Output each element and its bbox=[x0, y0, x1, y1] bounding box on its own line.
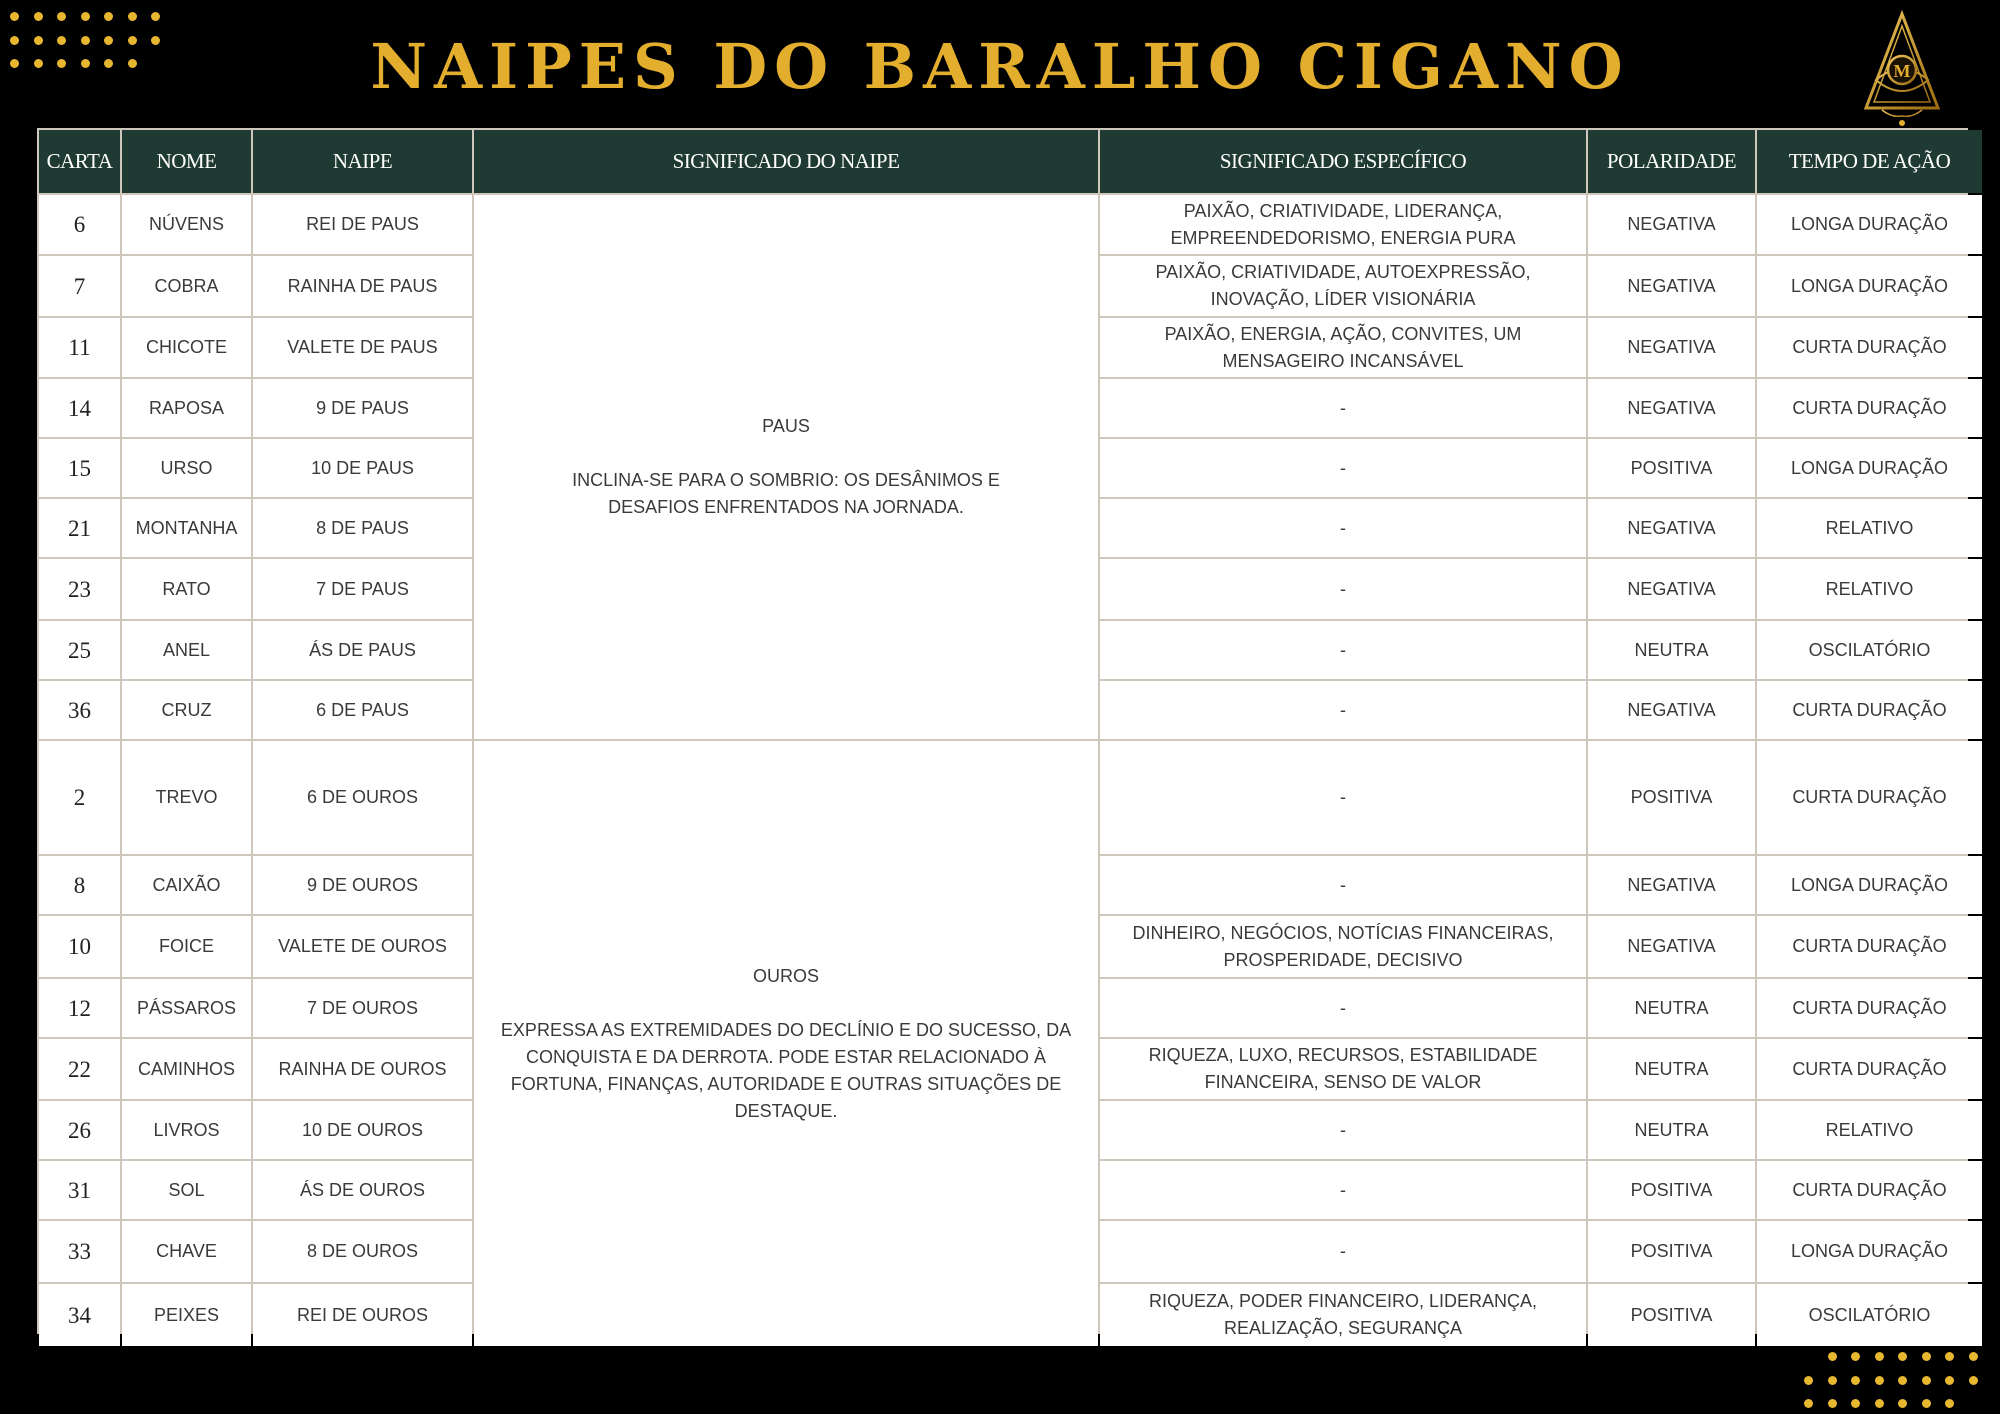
cell-naipe: ÁS DE OUROS bbox=[253, 1161, 472, 1219]
cell-polaridade: POSITIVA bbox=[1588, 1221, 1755, 1282]
header-significado-naipe: SIGNIFICADO DO NAIPE bbox=[474, 130, 1098, 193]
decorative-dot bbox=[1851, 1399, 1860, 1408]
cell-nome: CHAVE bbox=[122, 1221, 251, 1282]
cell-naipe: ÁS DE PAUS bbox=[253, 621, 472, 679]
page-title: NAIPES DO BARALHO CIGANO bbox=[370, 30, 1630, 103]
cell-nome: ANEL bbox=[122, 621, 251, 679]
suit-description: INCLINA-SE PARA O SOMBRIO: OS DESÂNIMOS E DESAFIOS ENFRENTADOS NA JORNADA. bbox=[572, 470, 1000, 517]
decorative-dot bbox=[1922, 1399, 1931, 1408]
cell-naipe: RAINHA DE OUROS bbox=[253, 1039, 472, 1099]
cell-significado-especifico: - bbox=[1100, 856, 1586, 914]
triangle-eye-emblem-icon bbox=[1862, 10, 1942, 128]
cell-tempo-de-acao: LONGA DURAÇÃO bbox=[1757, 856, 1982, 914]
cell-nome: CAIXÃO bbox=[122, 856, 251, 914]
cell-naipe: 10 DE PAUS bbox=[253, 439, 472, 497]
suit-name: OUROS bbox=[752, 965, 819, 986]
cell-nome: SOL bbox=[122, 1161, 251, 1219]
cell-nome: COBRA bbox=[122, 256, 251, 316]
cell-carta: 22 bbox=[39, 1039, 120, 1099]
cell-tempo-de-acao: RELATIVO bbox=[1757, 1101, 1982, 1159]
decorative-dot bbox=[1804, 1376, 1813, 1385]
cell-carta: 31 bbox=[39, 1161, 120, 1219]
cell-nome: PÁSSAROS bbox=[122, 979, 251, 1037]
decorative-dot bbox=[1922, 1352, 1931, 1361]
cell-carta: 7 bbox=[39, 256, 120, 316]
cell-significado-especifico: - bbox=[1100, 1101, 1586, 1159]
decorative-dot bbox=[1875, 1376, 1884, 1385]
cell-nome: NÚVENS bbox=[122, 195, 251, 254]
cell-nome: TREVO bbox=[122, 741, 251, 854]
cell-tempo-de-acao: LONGA DURAÇÃO bbox=[1757, 1221, 1982, 1282]
cell-naipe: 9 DE OUROS bbox=[253, 856, 472, 914]
decorative-dot bbox=[1875, 1352, 1884, 1361]
header-nome: NOME bbox=[122, 130, 251, 193]
decorative-dot bbox=[1875, 1399, 1884, 1408]
decorative-dot bbox=[1828, 1376, 1837, 1385]
cell-naipe: 6 DE OUROS bbox=[253, 741, 472, 854]
decorative-dot bbox=[1969, 1376, 1978, 1385]
cell-significado-especifico: - bbox=[1100, 379, 1586, 437]
cell-carta: 36 bbox=[39, 681, 120, 739]
cell-carta: 34 bbox=[39, 1284, 120, 1346]
decorative-dot bbox=[104, 12, 113, 21]
cell-tempo-de-acao: RELATIVO bbox=[1757, 559, 1982, 619]
cell-significado-especifico: - bbox=[1100, 1161, 1586, 1219]
cell-polaridade: NEGATIVA bbox=[1588, 256, 1755, 316]
suit-meaning-cell bbox=[474, 741, 1098, 1346]
cell-polaridade: NEGATIVA bbox=[1588, 195, 1755, 254]
cell-significado-especifico: - bbox=[1100, 979, 1586, 1037]
decorative-dot bbox=[151, 12, 160, 21]
decorative-dot bbox=[128, 12, 137, 21]
cell-significado-especifico: DINHEIRO, NEGÓCIOS, NOTÍCIAS FINANCEIRAS, PROSPERIDADE, DECISIVO bbox=[1100, 916, 1586, 977]
cell-tempo-de-acao: LONGA DURAÇÃO bbox=[1757, 256, 1982, 316]
decorative-dot bbox=[1851, 1376, 1860, 1385]
header-polaridade: POLARIDADE bbox=[1588, 130, 1755, 193]
decorative-dot bbox=[1828, 1352, 1837, 1361]
cell-polaridade: NEGATIVA bbox=[1588, 681, 1755, 739]
cell-nome: CHICOTE bbox=[122, 318, 251, 377]
cell-significado-especifico: - bbox=[1100, 621, 1586, 679]
cell-significado-especifico: PAIXÃO, ENERGIA, AÇÃO, CONVITES, UM MENSAGEIRO INCANSÁVEL bbox=[1100, 318, 1586, 377]
cell-tempo-de-acao: CURTA DURAÇÃO bbox=[1757, 1039, 1982, 1099]
cell-carta: 14 bbox=[39, 379, 120, 437]
cell-carta: 21 bbox=[39, 499, 120, 557]
decorative-dot bbox=[1969, 1352, 1978, 1361]
cell-significado-especifico: PAIXÃO, CRIATIVIDADE, AUTOEXPRESSÃO, INOVAÇÃO, LÍDER VISIONÁRIA bbox=[1100, 256, 1586, 316]
decorative-dot bbox=[81, 12, 90, 21]
cell-carta: 6 bbox=[39, 195, 120, 254]
suit-description: EXPRESSA AS EXTREMIDADES DO DECLÍNIO E DO SUCESSO, DA CONQUISTA E DA DERROTA. PODE ESTAR RELACIONADO À FORTUNA, FINANÇAS, AUTORIDADE E OUTRAS SITUAÇÕES DE DESTAQUE. bbox=[500, 1019, 1072, 1121]
cell-polaridade: POSITIVA bbox=[1588, 1161, 1755, 1219]
cell-polaridade: NEGATIVA bbox=[1588, 916, 1755, 977]
cell-naipe: REI DE PAUS bbox=[253, 195, 472, 254]
decorative-dot bbox=[34, 12, 43, 21]
decorative-dot bbox=[1898, 1352, 1907, 1361]
svg-text:M: M bbox=[1893, 61, 1911, 81]
cell-nome: FOICE bbox=[122, 916, 251, 977]
cell-nome: RATO bbox=[122, 559, 251, 619]
cell-nome: PEIXES bbox=[122, 1284, 251, 1346]
header-tempo-de-acao: TEMPO DE AÇÃO bbox=[1757, 130, 1982, 193]
cell-polaridade: NEGATIVA bbox=[1588, 559, 1755, 619]
cell-polaridade: NEUTRA bbox=[1588, 621, 1755, 679]
decorative-dot bbox=[57, 12, 66, 21]
cell-carta: 26 bbox=[39, 1101, 120, 1159]
decorative-dot bbox=[1898, 1399, 1907, 1408]
cell-polaridade: NEUTRA bbox=[1588, 1039, 1755, 1099]
cell-carta: 15 bbox=[39, 439, 120, 497]
decorative-dot bbox=[1851, 1352, 1860, 1361]
cell-tempo-de-acao: LONGA DURAÇÃO bbox=[1757, 439, 1982, 497]
cell-polaridade: POSITIVA bbox=[1588, 439, 1755, 497]
decorative-dot bbox=[1804, 1399, 1813, 1408]
cell-tempo-de-acao: CURTA DURAÇÃO bbox=[1757, 741, 1982, 854]
cell-nome: CAMINHOS bbox=[122, 1039, 251, 1099]
decorative-dot bbox=[1922, 1376, 1931, 1385]
cell-tempo-de-acao: CURTA DURAÇÃO bbox=[1757, 1161, 1982, 1219]
cell-carta: 12 bbox=[39, 979, 120, 1037]
cell-polaridade: NEGATIVA bbox=[1588, 379, 1755, 437]
cell-carta: 25 bbox=[39, 621, 120, 679]
cell-carta: 33 bbox=[39, 1221, 120, 1282]
cell-naipe: 8 DE PAUS bbox=[253, 499, 472, 557]
cell-significado-especifico: - bbox=[1100, 741, 1586, 854]
cell-nome: CRUZ bbox=[122, 681, 251, 739]
cell-polaridade: POSITIVA bbox=[1588, 1284, 1755, 1346]
header-carta: CARTA bbox=[39, 130, 120, 193]
cell-polaridade: NEUTRA bbox=[1588, 979, 1755, 1037]
cell-carta: 11 bbox=[39, 318, 120, 377]
decorative-dot bbox=[1945, 1399, 1954, 1408]
cell-naipe: 10 DE OUROS bbox=[253, 1101, 472, 1159]
suit-name: PAUS bbox=[762, 416, 810, 436]
cell-tempo-de-acao: OSCILATÓRIO bbox=[1757, 621, 1982, 679]
cell-nome: LIVROS bbox=[122, 1101, 251, 1159]
cell-tempo-de-acao: CURTA DURAÇÃO bbox=[1757, 379, 1982, 437]
cell-nome: MONTANHA bbox=[122, 499, 251, 557]
cell-carta: 10 bbox=[39, 916, 120, 977]
decorative-dot bbox=[1945, 1352, 1954, 1361]
cell-tempo-de-acao: CURTA DURAÇÃO bbox=[1757, 318, 1982, 377]
suit-meaning-cell bbox=[474, 195, 1098, 739]
decorative-dot bbox=[1945, 1376, 1954, 1385]
cell-tempo-de-acao: LONGA DURAÇÃO bbox=[1757, 195, 1982, 254]
cell-significado-especifico: - bbox=[1100, 439, 1586, 497]
cell-naipe: VALETE DE OUROS bbox=[253, 916, 472, 977]
cell-naipe: 7 DE PAUS bbox=[253, 559, 472, 619]
cell-naipe: 8 DE OUROS bbox=[253, 1221, 472, 1282]
cell-naipe: VALETE DE PAUS bbox=[253, 318, 472, 377]
cell-significado-especifico: PAIXÃO, CRIATIVIDADE, LIDERANÇA, EMPREENDEDORISMO, ENERGIA PURA bbox=[1100, 195, 1586, 254]
cell-significado-especifico: RIQUEZA, PODER FINANCEIRO, LIDERANÇA, REALIZAÇÃO, SEGURANÇA bbox=[1100, 1284, 1586, 1346]
cell-polaridade: NEGATIVA bbox=[1588, 318, 1755, 377]
cell-carta: 8 bbox=[39, 856, 120, 914]
cell-naipe: 9 DE PAUS bbox=[253, 379, 472, 437]
cards-table bbox=[37, 128, 1968, 1338]
cell-carta: 23 bbox=[39, 559, 120, 619]
cell-polaridade: NEGATIVA bbox=[1588, 856, 1755, 914]
cell-naipe: 6 DE PAUS bbox=[253, 681, 472, 739]
decorative-dot bbox=[1828, 1399, 1837, 1408]
header-significado-especifico: SIGNIFICADO ESPECÍFICO bbox=[1100, 130, 1586, 193]
cell-polaridade: POSITIVA bbox=[1588, 741, 1755, 854]
cell-tempo-de-acao: CURTA DURAÇÃO bbox=[1757, 681, 1982, 739]
cell-significado-especifico: - bbox=[1100, 681, 1586, 739]
cell-naipe: REI DE OUROS bbox=[253, 1284, 472, 1346]
cell-significado-especifico: RIQUEZA, LUXO, RECURSOS, ESTABILIDADE FINANCEIRA, SENSO DE VALOR bbox=[1100, 1039, 1586, 1099]
cell-tempo-de-acao: OSCILATÓRIO bbox=[1757, 1284, 1982, 1346]
cell-tempo-de-acao: CURTA DURAÇÃO bbox=[1757, 979, 1982, 1037]
cell-significado-especifico: - bbox=[1100, 499, 1586, 557]
decorative-dot bbox=[1898, 1376, 1907, 1385]
cell-significado-especifico: - bbox=[1100, 1221, 1586, 1282]
cell-nome: RAPOSA bbox=[122, 379, 251, 437]
cell-naipe: 7 DE OUROS bbox=[253, 979, 472, 1037]
cell-significado-especifico: - bbox=[1100, 559, 1586, 619]
cell-tempo-de-acao: CURTA DURAÇÃO bbox=[1757, 916, 1982, 977]
header-naipe: NAIPE bbox=[253, 130, 472, 193]
cell-naipe: RAINHA DE PAUS bbox=[253, 256, 472, 316]
cell-carta: 2 bbox=[39, 741, 120, 854]
cell-polaridade: NEGATIVA bbox=[1588, 499, 1755, 557]
decorative-dot bbox=[10, 12, 19, 21]
cell-polaridade: NEUTRA bbox=[1588, 1101, 1755, 1159]
cell-tempo-de-acao: RELATIVO bbox=[1757, 499, 1982, 557]
cell-nome: URSO bbox=[122, 439, 251, 497]
